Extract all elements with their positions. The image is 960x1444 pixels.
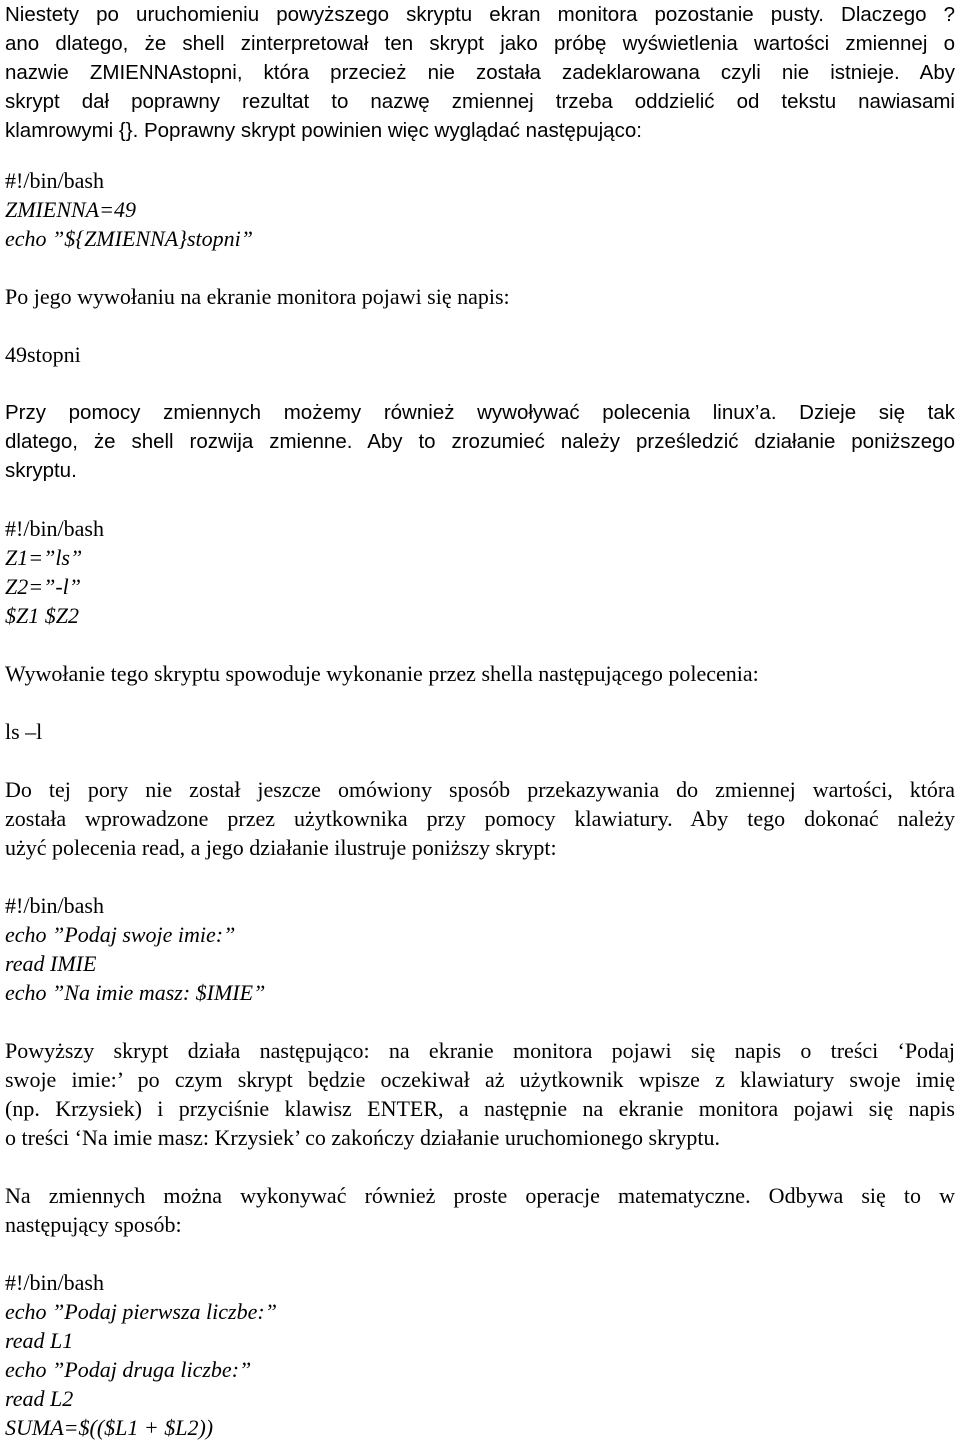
text-line: klamrowymi {}. Poprawny skrypt powinien więc wyglądać następująco: <box>5 119 642 142</box>
code-shebang: #!/bin/bash <box>5 893 104 918</box>
code-shebang: #!/bin/bash <box>5 1270 104 1295</box>
document-page <box>5 0 955 1442</box>
output-text: ls –l <box>5 719 43 744</box>
code-block-4 <box>5 1268 955 1442</box>
output-example-1 <box>5 340 955 369</box>
text-line: została wprowadzone przez użytkownika przy pomocy klawiatury. Aby tego dokonać należy <box>5 806 955 831</box>
output-text: 49stopni <box>5 342 81 367</box>
code-line: read IMIE <box>5 951 97 976</box>
text-line: swoje imie:’ po czym skrypt będzie oczekiwał aż użytkownik wpisze z klawiatury swoje imię <box>5 1067 955 1092</box>
text-line: następujący sposób: <box>5 1212 182 1237</box>
paragraph-output-intro <box>5 282 955 311</box>
text-line: (np. Krzysiek) i przyciśnie klawisz ENTER, a następnie na ekranie monitora pojawi się napis <box>5 1096 955 1121</box>
paragraph-read-intro <box>5 775 955 862</box>
text-line: skrypt dał poprawny rezultat to nazwę zmiennej trzeba oddzielić od tekstu nawiasami <box>5 90 955 113</box>
text-line: skryptu. <box>5 459 77 482</box>
code-line: echo ”Na imie masz: $IMIE” <box>5 980 266 1005</box>
code-line: echo ”Podaj druga liczbe:” <box>5 1357 252 1382</box>
code-line: ZMIENNA=49 <box>5 197 136 222</box>
paragraph-commands <box>5 398 955 485</box>
code-line: echo ”Podaj pierwsza liczbe:” <box>5 1299 277 1324</box>
paragraph-shell-command <box>5 659 955 688</box>
code-shebang: #!/bin/bash <box>5 168 104 193</box>
code-block-3 <box>5 891 955 1007</box>
code-line: read L2 <box>5 1386 74 1411</box>
text-line: Na zmiennych można wykonywać również proste operacje matematyczne. Odbywa się to w <box>5 1183 955 1208</box>
text-line: Wywołanie tego skryptu spowoduje wykonanie przez shella następującego polecenia: <box>5 661 759 686</box>
text-line: Do tej pory nie został jeszcze omówiony sposób przekazywania do zmiennej wartości, która <box>5 777 955 802</box>
text-line: ano dlatego, że shell zinterpretował ten skrypt jako próbę wyświetlenia wartości zmiennej o <box>5 32 955 55</box>
text-line: Przy pomocy zmiennych możemy również wywoływać polecenia linux’a. Dzieje się tak <box>5 401 955 424</box>
text-line: nazwie ZMIENNAstopni, która przecież nie została zadeklarowana czyli nie istnieje. Aby <box>5 61 955 84</box>
paragraph-intro <box>5 0 955 145</box>
output-example-2 <box>5 717 955 746</box>
code-line: $Z1 $Z2 <box>5 603 79 628</box>
code-line: read L1 <box>5 1328 74 1353</box>
code-line: echo ”${ZMIENNA}stopni” <box>5 226 253 251</box>
code-line: echo ”Podaj swoje imie:” <box>5 922 236 947</box>
code-line: Z2=”-l” <box>5 574 81 599</box>
code-line: SUMA=$(($L1 + $L2)) <box>5 1415 214 1440</box>
text-line: użyć polecenia read, a jego działanie ilustruje poniższy skrypt: <box>5 835 557 860</box>
code-block-1 <box>5 166 955 253</box>
text-line: Powyższy skrypt działa następująco: na ekranie monitora pojawi się napis o treści ‘Podaj <box>5 1038 955 1063</box>
code-shebang: #!/bin/bash <box>5 516 104 541</box>
code-block-2 <box>5 514 955 630</box>
paragraph-math-intro <box>5 1181 955 1239</box>
paragraph-read-explanation <box>5 1036 955 1152</box>
text-line: dlatego, że shell rozwija zmienne. Aby to zrozumieć należy prześledzić działanie poniższego <box>5 430 955 453</box>
text-line: o treści ‘Na imie masz: Krzysiek’ co zakończy działanie uruchomionego skryptu. <box>5 1125 720 1150</box>
code-line: Z1=”ls” <box>5 545 83 570</box>
text-line: Niestety po uruchomieniu powyższego skryptu ekran monitora pozostanie pusty. Dlaczego ? <box>5 3 955 26</box>
text-line: Po jego wywołaniu na ekranie monitora pojawi się napis: <box>5 284 510 309</box>
